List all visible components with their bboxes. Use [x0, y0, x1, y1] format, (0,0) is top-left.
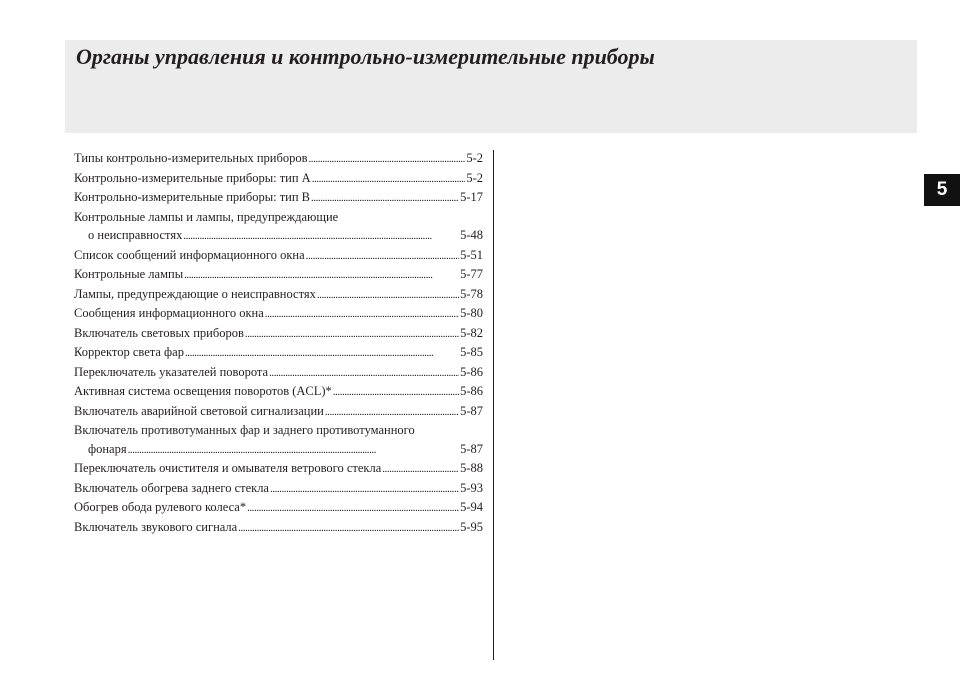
- toc-entry[interactable]: [74, 479, 483, 499]
- toc-leader-dots: [265, 305, 459, 324]
- chapter-tab[interactable]: 5: [924, 174, 960, 206]
- toc-entry-text: Типы контрольно-измерительных приборов: [74, 151, 308, 165]
- toc-entry-page: 5-86: [460, 384, 483, 398]
- toc-entry-text: Контрольные лампы: [74, 267, 184, 281]
- toc-entry-text: Переключатель указателей поворота: [74, 364, 269, 379]
- toc-entry[interactable]: [74, 246, 483, 266]
- toc-leader-dots: [269, 364, 459, 383]
- toc-leader-dots: [238, 519, 459, 538]
- toc-entry-text: о неисправностях: [88, 228, 183, 242]
- toc-leader-dots: [306, 247, 459, 266]
- toc-entry-continuation[interactable]: [74, 226, 483, 246]
- toc-entry-continuation[interactable]: [74, 440, 483, 460]
- toc-entry[interactable]: [74, 324, 483, 344]
- toc-entry-text: Лампы, предупреждающие о неисправностях: [74, 286, 316, 301]
- toc-entry-text: Переключатель очистителя и омывателя ветрового стекла: [74, 461, 382, 475]
- toc-entry[interactable]: [74, 304, 483, 324]
- column-divider: [493, 150, 494, 660]
- toc-entry-page: 5-78: [460, 286, 483, 301]
- toc-entry[interactable]: [74, 518, 483, 538]
- toc-entry-text: фонаря: [88, 441, 127, 456]
- toc-entry-text: Контрольно-измерительные приборы: тип А: [74, 170, 311, 185]
- toc-entry[interactable]: [74, 169, 483, 189]
- toc-entry-page: 5-88: [460, 461, 483, 475]
- toc-entry[interactable]: [74, 498, 483, 518]
- toc-entry-page: 5-51: [460, 247, 483, 262]
- toc-leader-dots: [184, 266, 459, 285]
- toc-entry-page: 5-48: [460, 228, 483, 242]
- toc-entry-text: Сообщения информационного окна: [74, 306, 264, 320]
- toc-leader-dots: [309, 150, 466, 169]
- toc-entry-first-line[interactable]: [74, 421, 483, 440]
- toc-entry[interactable]: [74, 382, 483, 402]
- toc-entry-text: Список сообщений информационного окна: [74, 247, 305, 262]
- toc-entry-text: Контрольные лампы и лампы, предупреждающие: [74, 209, 339, 224]
- toc-entry[interactable]: [74, 188, 483, 208]
- toc-entry[interactable]: [74, 285, 483, 305]
- toc-entry-page: 5-95: [460, 519, 483, 534]
- toc-entry[interactable]: [74, 343, 483, 363]
- toc-leader-dots: [270, 480, 459, 499]
- toc-entry-text: Корректор света фар: [74, 345, 184, 359]
- toc-leader-dots: [185, 344, 459, 363]
- toc-entry-page: 5-85: [460, 345, 483, 359]
- toc-entry-page: 5-94: [460, 500, 483, 514]
- toc-entry-page: 5-86: [460, 364, 483, 379]
- toc-entry-page: 5-87: [460, 403, 483, 418]
- toc-leader-dots: [183, 227, 459, 246]
- toc-entry-text: Обогрев обода рулевого колеса*: [74, 500, 247, 514]
- toc-entry-page: 5-77: [460, 267, 483, 281]
- toc-entry-first-line[interactable]: [74, 208, 483, 227]
- chapter-header-band: [65, 40, 917, 133]
- toc-entry-text: Активная система освещения поворотов (ACL)*: [74, 384, 332, 398]
- toc-entry-text: Включатель световых приборов: [74, 325, 244, 340]
- toc-entry-page: 5-93: [460, 480, 483, 495]
- toc-entry[interactable]: [74, 149, 483, 169]
- toc-entry[interactable]: [74, 363, 483, 383]
- toc-entry-text: Включатель аварийной световой сигнализации: [74, 403, 324, 418]
- toc-entry-page: 5-2: [466, 151, 483, 165]
- toc-leader-dots: [128, 441, 459, 460]
- page-title: Органы управления и контрольно-измерительные приборы: [76, 44, 655, 69]
- toc-entry-page: 5-82: [460, 325, 483, 340]
- toc-leader-dots: [317, 286, 459, 305]
- toc-leader-dots: [312, 170, 466, 189]
- toc-entry-text: Контрольно-измерительные приборы: тип В: [74, 190, 310, 204]
- toc-entry-page: 5-17: [460, 190, 483, 204]
- toc-entry[interactable]: [74, 265, 483, 285]
- toc-entry[interactable]: [74, 459, 483, 479]
- toc-leader-dots: [311, 189, 459, 208]
- table-of-contents: [74, 149, 483, 537]
- toc-entry-page: 5-2: [466, 170, 483, 185]
- toc-entry-page: 5-80: [460, 306, 483, 320]
- toc-leader-dots: [333, 383, 459, 402]
- toc-entry[interactable]: [74, 402, 483, 422]
- toc-entry-page: 5-87: [460, 441, 483, 456]
- toc-leader-dots: [247, 499, 459, 518]
- toc-entry-text: Включатель противотуманных фар и заднего противотуманного: [74, 423, 415, 437]
- toc-leader-dots: [245, 325, 459, 344]
- toc-leader-dots: [325, 403, 459, 422]
- toc-leader-dots: [382, 460, 459, 479]
- toc-entry-text: Включатель звукового сигнала: [74, 519, 238, 534]
- toc-entry-text: Включатель обогрева заднего стекла: [74, 480, 269, 495]
